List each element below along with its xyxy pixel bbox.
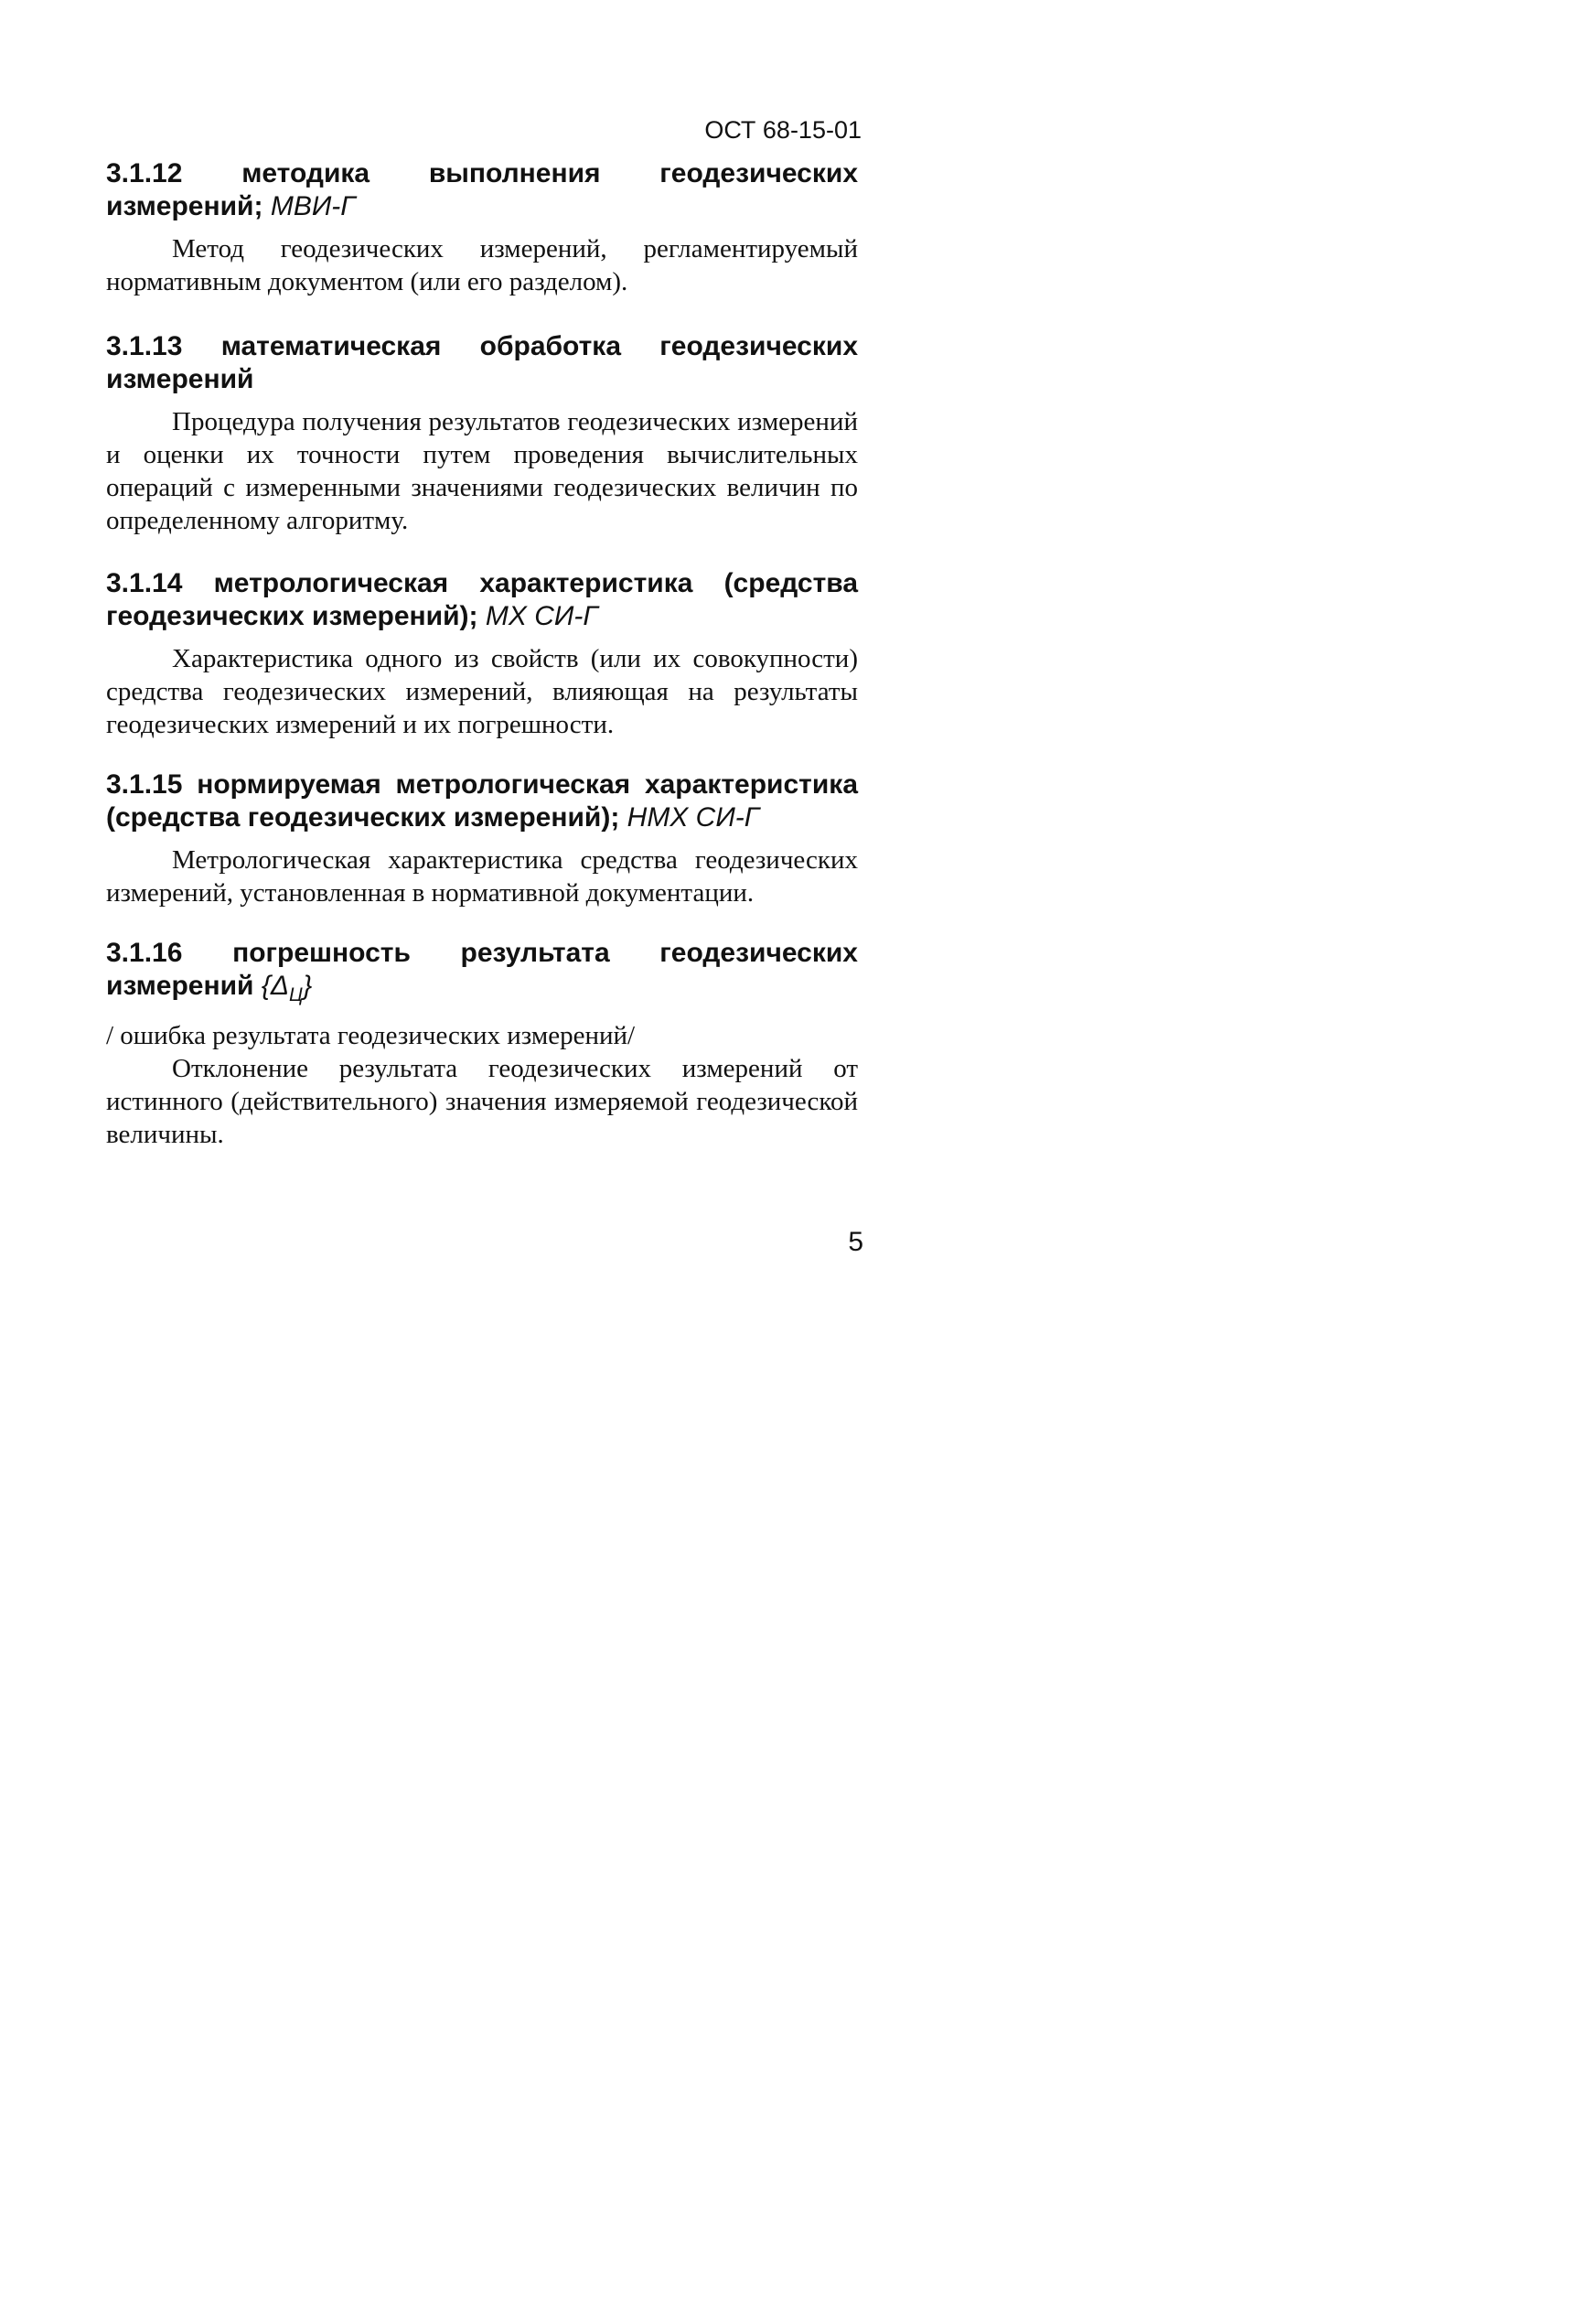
term-heading — [106, 768, 858, 834]
term-heading — [106, 330, 858, 396]
term-symbol — [261, 971, 313, 1005]
term-abbreviation: МХ СИ-Г — [485, 601, 598, 631]
symbol-open: {Δ — [261, 971, 289, 1001]
term-heading — [106, 157, 858, 223]
term-number: 3.1.15 — [106, 769, 183, 800]
term-abbreviation: НМХ СИ-Г — [627, 802, 760, 833]
term-number: 3.1.16 — [106, 938, 183, 968]
term-text: нормируемая метрологическая характеристика (средства геодезических измерений); — [106, 769, 858, 833]
term-definition: Метод геодезических измерений, регламентируемый нормативным документом (или его разделом). — [106, 234, 858, 296]
term-number: 3.1.12 — [106, 158, 183, 188]
document-page — [0, 0, 988, 1424]
term-heading — [106, 937, 858, 1012]
term-definition: Отклонение результата геодезических измерений от истинного (действительного) значения измеряемой геодезической величины. — [106, 1054, 858, 1149]
term-number: 3.1.13 — [106, 331, 183, 361]
term-text: методика выполнения геодезических измерений; — [106, 158, 858, 221]
page-number: 5 — [848, 1227, 863, 1257]
term-definition: Характеристика одного из свойств (или их совокупности) средства геодезических измерений, влияющая на результаты геодезических измерений и их погрешности. — [106, 644, 858, 739]
term-text: математическая обработка геодезических измерений — [106, 331, 859, 394]
term-definition: Метрологическая характеристика средства геодезических измерений, установленная в нормативной документации. — [106, 845, 858, 908]
symbol-subscript: Ц — [289, 984, 304, 1005]
term-abbreviation: МВИ-Г — [270, 191, 356, 221]
entry-3-1-15 — [106, 768, 858, 909]
entry-3-1-13 — [106, 330, 858, 537]
alternative-term: / ошибка результата геодезических измерений/ — [106, 1021, 636, 1050]
entry-3-1-14 — [106, 567, 858, 741]
term-definition: Процедура получения результатов геодезических измерений и оценки их точности путем проведения вычислительных операций с измеренными значениями геодезических величин по определенному алгоритму. — [106, 407, 858, 535]
symbol-close: } — [303, 971, 313, 1001]
term-text: метрологическая характеристика (средства геодезических измерений); — [106, 568, 859, 631]
term-heading — [106, 567, 858, 633]
term-number: 3.1.14 — [106, 568, 183, 598]
term-text: погрешность результата геодезических измерений — [106, 938, 858, 1001]
entry-3-1-16 — [106, 937, 858, 1151]
document-code: ОСТ 68-15-01 — [704, 116, 862, 144]
entry-3-1-12 — [106, 157, 858, 298]
